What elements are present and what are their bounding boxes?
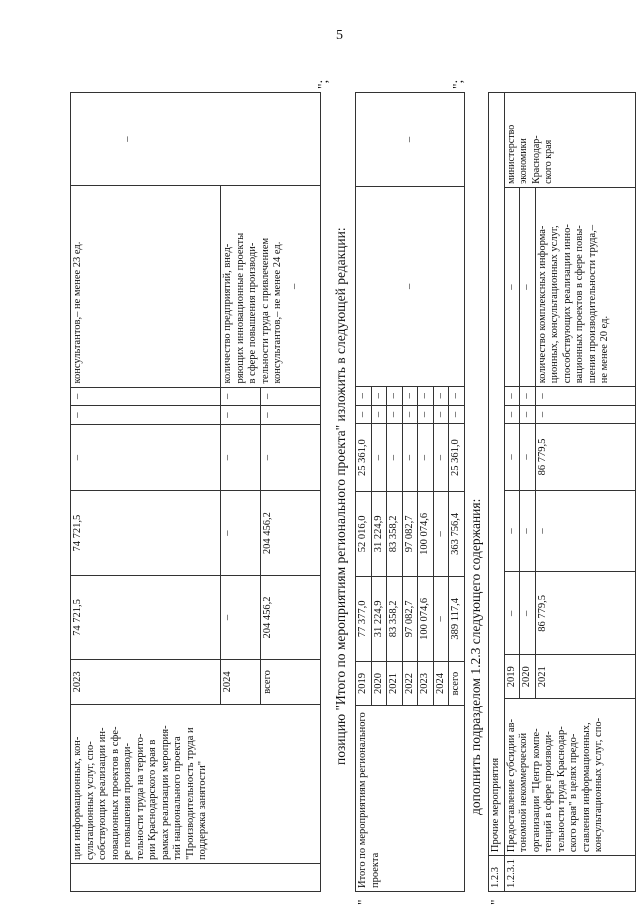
- federal-cell: 31 224,9: [371, 491, 387, 576]
- page-number: 5: [336, 28, 343, 43]
- total-cell: 74 721,5: [71, 575, 221, 659]
- description-cell: ции информационных, кон- сультационных услуг, спо- собствующих реализации ин- новационных проектов в сфе- ре повышения производи- тельности труда на террито- рии Краснодарского края в рамках реализации мероприя- тий национального проекта "Производительность труда и поддержка занятости": [71, 704, 321, 863]
- federal-cell: –: [520, 490, 536, 572]
- num-cell: 1.2.3: [489, 856, 505, 892]
- other-cell: –: [356, 386, 372, 405]
- year-cell: 2020: [371, 661, 387, 705]
- other-cell: –: [387, 386, 403, 405]
- year-cell: всего: [449, 661, 465, 705]
- executor-cell: –: [356, 93, 465, 187]
- regional-cell: 25 361,0: [356, 424, 372, 492]
- federal-cell: 83 358,2: [387, 491, 403, 576]
- federal-cell: 97 082,7: [402, 491, 418, 576]
- year-cell: 2023: [418, 661, 434, 705]
- municipal-cell: –: [535, 405, 635, 424]
- instruction-text-1: позицию "Итого по мероприятиям регионального проекта" изложить в следующей редакции:: [333, 227, 348, 765]
- federal-cell: 74 721,5: [71, 491, 221, 575]
- year-cell: 2024: [433, 661, 449, 705]
- regional-cell: –: [504, 424, 520, 490]
- table-end-mark: ";: [315, 79, 330, 89]
- federal-cell: –: [433, 491, 449, 576]
- total-cell: –: [504, 572, 520, 655]
- regional-cell: 25 361,0: [449, 424, 465, 492]
- other-cell: –: [433, 386, 449, 405]
- municipal-cell: –: [520, 405, 536, 424]
- municipal-cell: –: [449, 405, 465, 424]
- year-cell: всего: [261, 660, 321, 704]
- executor-cell: –: [71, 93, 321, 186]
- municipal-cell: –: [402, 405, 418, 424]
- total-cell: –: [221, 575, 261, 659]
- federal-cell: 363 756,4: [449, 491, 465, 576]
- result-cell: консультантов,– не менее 23 ед.: [71, 186, 221, 387]
- regional-cell: –: [371, 424, 387, 492]
- year-cell: 2019: [504, 655, 520, 699]
- table-end-mark: ";: [450, 79, 465, 89]
- open-quote: ": [488, 899, 503, 905]
- federal-cell: 204 456,2: [261, 491, 321, 575]
- num-cell: [71, 864, 321, 892]
- table-continuation: [70, 92, 321, 892]
- other-cell: –: [402, 386, 418, 405]
- result-cell: количество комплексных информа- ционных, консультационных услуг, способствующих реализации инно- вационных проектов в сфере повы- шения производительности труда,– не менее 20 ед.: [535, 187, 635, 386]
- result-cell: количество предприятий, внед- ряющих инновационные проекты в сфере повышения производи- тельности труда с привлечением консультантов,– не менее 24 ед. –: [221, 186, 321, 387]
- regional-cell: –: [71, 424, 221, 490]
- other-cell: –: [535, 387, 635, 406]
- municipal-cell: –: [504, 405, 520, 424]
- other-cell: –: [371, 386, 387, 405]
- regional-cell: 86 779,5: [535, 424, 635, 490]
- result-cell: –: [504, 187, 520, 386]
- regional-cell: –: [261, 424, 321, 490]
- year-cell: 2021: [535, 655, 635, 699]
- other-cell: –: [449, 386, 465, 405]
- other-cell: –: [221, 387, 261, 406]
- total-cell: –: [433, 576, 449, 661]
- subsection-heading: Прочие мероприятия: [489, 93, 505, 856]
- label-cell: Итого по мероприятиям регионального проекта: [356, 706, 465, 892]
- other-cell: –: [71, 387, 221, 406]
- municipal-cell: –: [221, 406, 261, 425]
- federal-cell: –: [221, 491, 261, 575]
- executor-cell: министерство экономики Краснодар- ского края: [504, 93, 635, 188]
- total-cell: 204 456,2: [261, 575, 321, 659]
- num-cell: 1.2.3.1: [504, 856, 635, 892]
- open-quote: ": [355, 899, 370, 905]
- municipal-cell: –: [418, 405, 434, 424]
- year-cell: 2024: [221, 660, 261, 704]
- table-total: [355, 92, 465, 892]
- regional-cell: –: [402, 424, 418, 492]
- municipal-cell: –: [371, 405, 387, 424]
- regional-cell: –: [520, 424, 536, 490]
- total-cell: 77 377,0: [356, 576, 372, 661]
- regional-cell: –: [418, 424, 434, 492]
- federal-cell: 100 074,6: [418, 491, 434, 576]
- municipal-cell: –: [433, 405, 449, 424]
- instruction-text-2: дополнить подразделом 1.2.3 следующего содержания:: [468, 498, 483, 815]
- federal-cell: 52 016,0: [356, 491, 372, 576]
- year-cell: 2021: [387, 661, 403, 705]
- other-cell: –: [261, 387, 321, 406]
- year-cell: 2022: [402, 661, 418, 705]
- total-cell: 100 074,6: [418, 576, 434, 661]
- regional-cell: –: [433, 424, 449, 492]
- other-cell: –: [520, 387, 536, 406]
- regional-cell: –: [221, 424, 261, 490]
- federal-cell: –: [504, 490, 520, 572]
- other-cell: –: [418, 386, 434, 405]
- regional-cell: –: [387, 424, 403, 492]
- total-cell: 97 082,7: [402, 576, 418, 661]
- municipal-cell: –: [71, 406, 221, 425]
- total-cell: 31 224,9: [371, 576, 387, 661]
- description-cell: Предоставление субсидии ав- тономной некоммерческой организации "Центр компе- тенций в сфере производи- тельности труда Краснодар- ского края" в целях предо- ставления информационных, консультационных услуг, спо-: [504, 699, 635, 856]
- municipal-cell: –: [261, 406, 321, 425]
- federal-cell: –: [535, 490, 635, 572]
- municipal-cell: –: [387, 405, 403, 424]
- total-cell: –: [520, 572, 536, 655]
- result-cell: –: [520, 187, 536, 386]
- year-cell: 2020: [520, 655, 536, 699]
- year-cell: 2023: [71, 660, 221, 704]
- total-cell: 389 117,4: [449, 576, 465, 661]
- total-cell: 86 779,5: [535, 572, 635, 655]
- other-cell: –: [504, 387, 520, 406]
- year-cell: 2019: [356, 661, 372, 705]
- total-cell: 83 358,2: [387, 576, 403, 661]
- result-cell: –: [356, 186, 465, 386]
- municipal-cell: –: [356, 405, 372, 424]
- table-subsection: [488, 92, 636, 892]
